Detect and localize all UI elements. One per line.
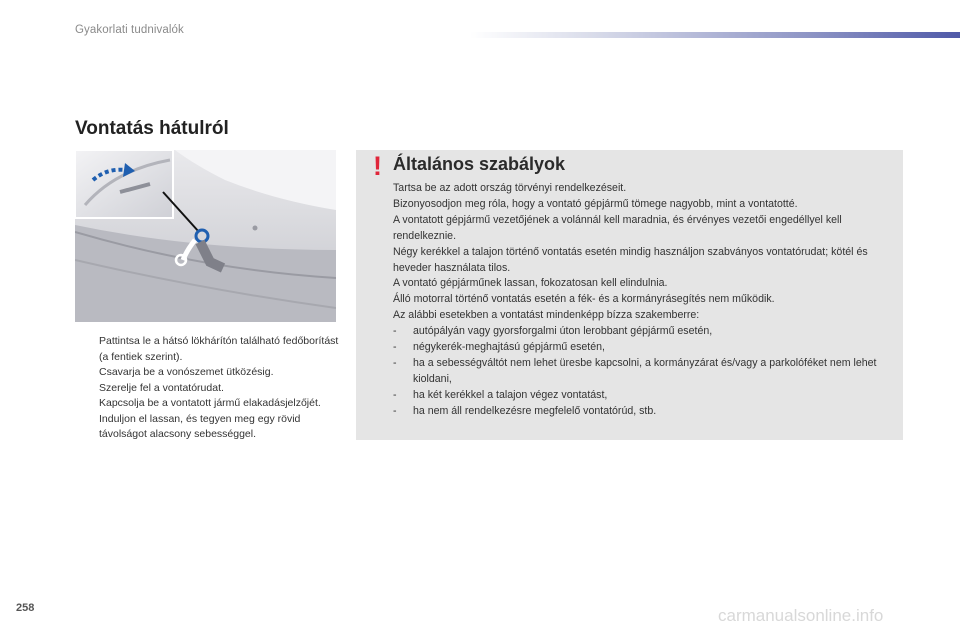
- warning-exclamation-icon: !: [373, 151, 382, 181]
- step-item: [79, 365, 349, 381]
- dash-marker: -: [393, 325, 397, 338]
- step-item: [79, 381, 349, 397]
- step-item: [79, 396, 349, 412]
- warning-list-item: [393, 404, 898, 420]
- rear-bumper-towing-icon: [75, 150, 336, 322]
- warning-paragraph: Álló motorral történő vontatás esetén a fék- és a kormányrásegítés nem működik.: [393, 293, 775, 306]
- section-title: Vontatás hátulról: [75, 118, 229, 139]
- warning-paragraph: Tartsa be az adott ország törvényi rendelkezéseit.: [393, 182, 627, 194]
- step-text: Pattintsa le a hátsó lökhárítón található fedőborítást (a fentiek szerint).: [99, 335, 339, 363]
- step-text: Szerelje fel a vontatórudat.: [99, 381, 224, 394]
- warning-title: Általános szabályok: [393, 154, 566, 174]
- header-title: Gyakorlati tudnivalók: [75, 24, 184, 36]
- warning-list-item: [393, 340, 898, 356]
- dash-marker: -: [393, 388, 397, 401]
- warning-paragraph: Négy kerékkel a talajon történő vontatás esetén mindig használjon szabványos vontatórudat; kötél és heveder használata tilos.: [393, 245, 868, 274]
- page-number: 258: [16, 602, 35, 614]
- step-text: Csavarja be a vonószemet ütközésig.: [99, 366, 274, 378]
- step-item: [79, 334, 349, 365]
- dash-marker: -: [393, 356, 397, 369]
- steps-list: [79, 334, 349, 443]
- warning-list-item: [393, 388, 898, 404]
- step-text: Kapcsolja be a vontatott jármű elakadásjelzőjét.: [99, 397, 321, 409]
- warning-list-text: ha két kerékkel a talajon végez vontatást,: [413, 388, 608, 401]
- watermark[interactable]: carmanualsonline.info: [718, 606, 884, 625]
- warning-paragraph: A vontatott gépjármű vezetőjének a volánnál kell maradnia, és érvényes vezetői engedéllyel kell rendelkeznie.: [393, 213, 842, 242]
- warning-list-item: [393, 356, 898, 388]
- step-text: Induljon el lassan, és tegyen meg egy rövid távolságot alacsony sebességgel.: [99, 412, 301, 440]
- header-decorative-bar: [470, 32, 960, 38]
- warning-paragraph: A vontató gépjárműnek lassan, fokozatosan kell elindulnia.: [393, 277, 668, 290]
- warning-list-text: négykerék-meghajtású gépjármű esetén,: [413, 341, 605, 354]
- dash-marker: -: [393, 341, 397, 354]
- warning-body: [393, 181, 898, 420]
- step-item: [79, 412, 349, 443]
- warning-list-text: ha nem áll rendelkezésre megfelelő vontatórúd, stb.: [413, 404, 657, 417]
- warning-paragraph: Bizonyosodjon meg róla, hogy a vontató gépjármű tömege nagyobb, mint a vontatotté.: [393, 197, 798, 210]
- warning-list-text: autópályán vagy gyorsforgalmi úton lerobbant gépjármű esetén,: [413, 325, 713, 338]
- warning-list-text: ha a sebességváltót nem lehet üresbe kapcsolni, a kormányzárat és/vagy a parkolóféket nem lehet kioldani,: [413, 356, 877, 385]
- dash-marker: -: [393, 404, 397, 417]
- warning-list-item: [393, 324, 898, 340]
- towing-eye-illustration: [75, 150, 336, 322]
- warning-paragraph: Az alábbi esetekben a vontatást mindenképp bízza szakemberre:: [393, 309, 700, 322]
